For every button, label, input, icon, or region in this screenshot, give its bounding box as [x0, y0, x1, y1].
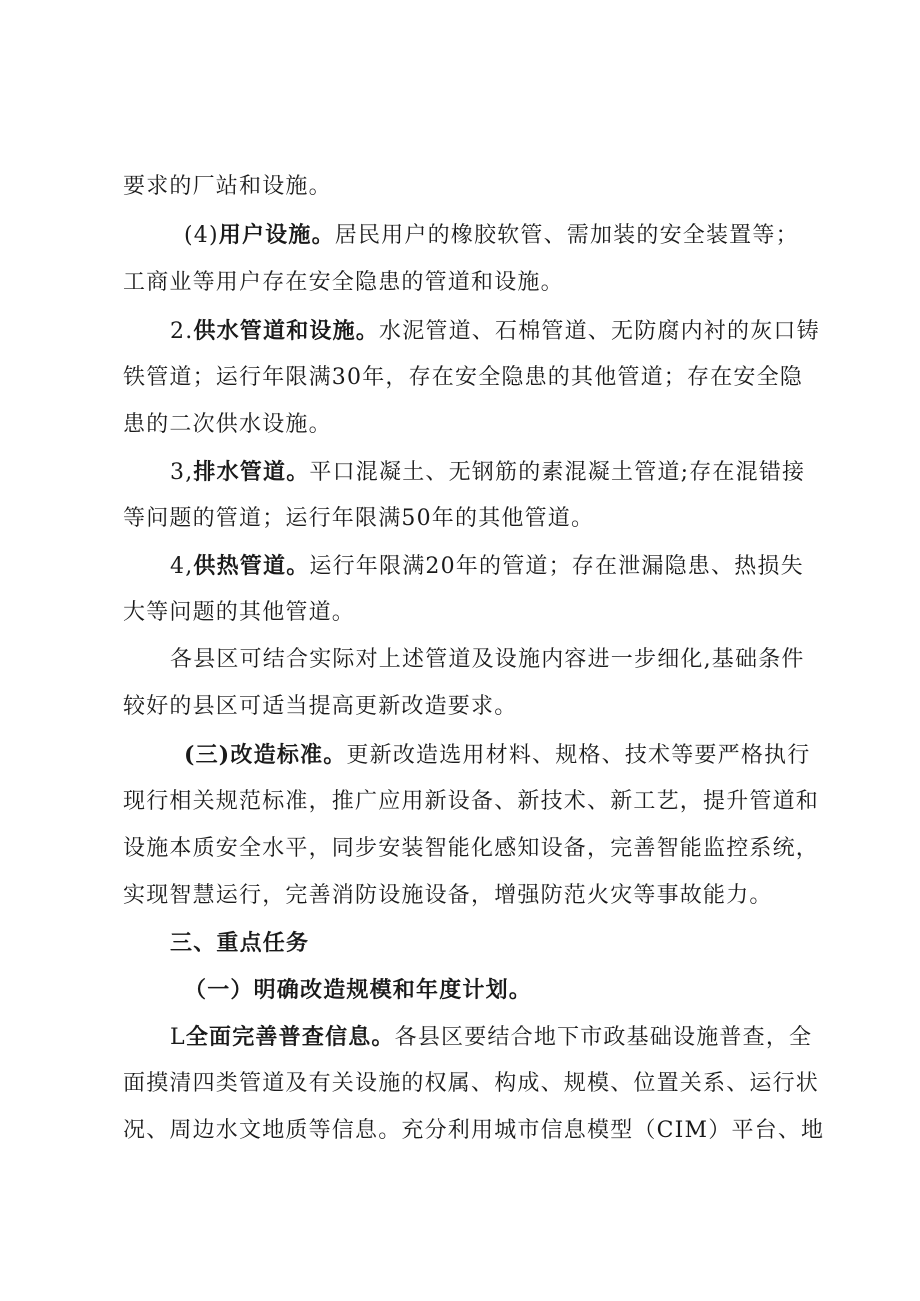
- item-text: 水泥管道、石棉管道、无防腐内衬的灰口铸: [379, 319, 820, 344]
- text-line-4: [170, 316, 820, 347]
- item-number: L: [170, 1025, 186, 1050]
- item-text: 各县区要结合地下市政基础设施普查，全: [394, 1025, 813, 1050]
- item-number: (4): [184, 223, 219, 248]
- text-line-19: [170, 1022, 812, 1053]
- item-number: 2.: [170, 319, 194, 344]
- text-line-16: 实现智慧运行，完善消防设施设备，增强防范火灾等事故能力。: [123, 883, 773, 908]
- text-line-9: [170, 551, 804, 582]
- chapter-heading: 三、重点任务: [170, 930, 310, 956]
- text-line-7: [170, 457, 805, 488]
- item-heading: 供热管道。: [193, 553, 310, 579]
- subsection-heading: （一）明确改造规模和年度计划。: [184, 977, 533, 1003]
- item-heading: 排水管道。: [193, 459, 310, 485]
- text-line-3: 工商业等用户存在安全隐患的管道和设施。: [123, 270, 564, 295]
- item-text: 运行年限满20年的管道；存在泄漏隐患、热损失: [309, 554, 804, 579]
- item-number: 4,: [170, 554, 194, 579]
- text-line-15: 设施本质安全水平，同步安装智能化感知设备，完善智能监控系统，: [123, 836, 820, 861]
- section-text: 更新改造选用材料、规格、技术等要严格执行: [346, 743, 811, 768]
- text-line-14: 现行相关规范标准，推广应用新设备、新技术、新工艺，提升管道和: [123, 789, 820, 814]
- text-line-8: 等问题的管道；运行年限满50年的其他管道。: [123, 506, 595, 531]
- item-heading: 全面完善普查信息。: [185, 1024, 395, 1050]
- text-line-10: 大等问题的其他管道。: [123, 600, 356, 625]
- text-line-13: [184, 740, 810, 771]
- item-number: 3,: [170, 460, 194, 485]
- text-line-6: 患的二次供水设施。: [123, 412, 332, 437]
- item-heading: 供水管道和设施。: [193, 318, 379, 344]
- item-text: 平口混凝土、无钢筋的素混凝土管道;存在混错接: [309, 460, 806, 485]
- section-heading: (三)改造标准。: [184, 742, 347, 768]
- text-line-11: 各县区可结合实际对上述管道及设施内容进一步细化,基础条件: [170, 647, 805, 672]
- text-line-1: 要求的厂站和设施。: [123, 174, 332, 199]
- text-line-2: [184, 220, 799, 251]
- text-line-21: 况、周边水文地质等信息。充分利用城市信息模型（CIM）平台、地: [123, 1118, 825, 1143]
- item-heading: 用户设施。: [218, 222, 335, 248]
- text-line-20: 面摸清四类管道及有关设施的权属、构成、规模、位置关系、运行状: [123, 1071, 820, 1096]
- item-text: 居民用户的橡胶软管、需加装的安全装置等；: [334, 223, 799, 248]
- text-line-5: 铁管道；运行年限满30年，存在安全隐患的其他管道；存在安全隐: [123, 365, 803, 390]
- text-line-12: 较好的县区可适当提高更新改造要求。: [123, 694, 518, 719]
